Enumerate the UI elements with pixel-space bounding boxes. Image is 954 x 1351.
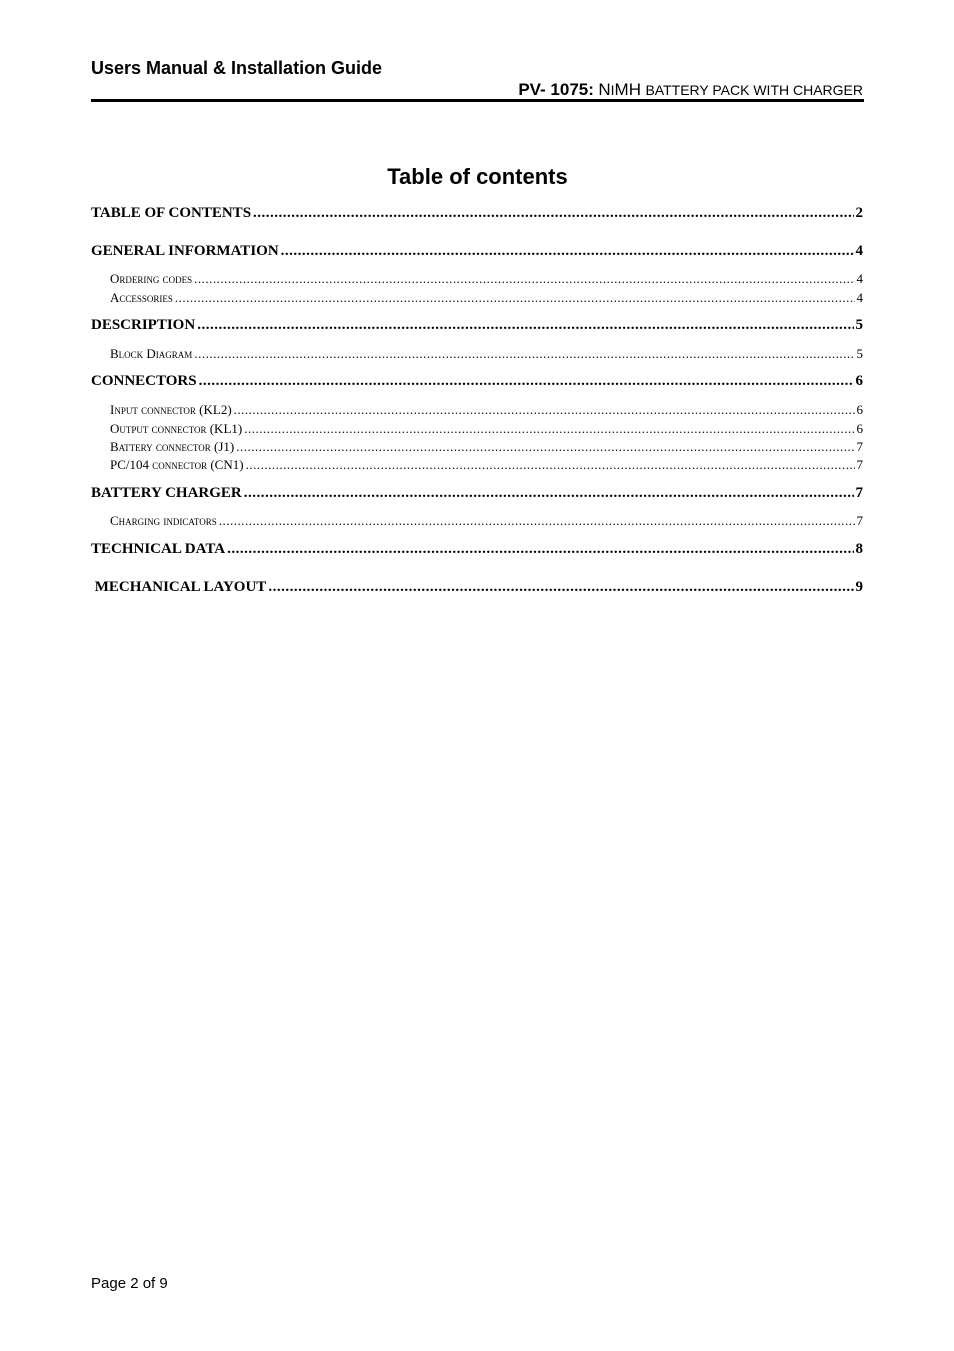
toc-leader: [175, 290, 855, 306]
toc-entry-input-connector[interactable]: [110, 402, 863, 418]
toc-entry-page: 4: [855, 243, 863, 259]
header-divider: [91, 99, 864, 102]
toc-leader: [268, 578, 853, 596]
toc-entry-general-information[interactable]: [91, 242, 863, 260]
toc-entry-accessories[interactable]: [110, 290, 863, 306]
toc-entry-description[interactable]: [91, 316, 863, 334]
header-product: [518, 80, 863, 101]
toc-entry-page: 7: [856, 457, 863, 472]
toc-title: Table of contents: [387, 164, 568, 189]
toc-leader: [244, 421, 854, 437]
header-product-mh: MH: [614, 80, 641, 99]
toc-entry-label: DESCRIPTION: [91, 317, 196, 333]
toc-leader: [194, 271, 854, 287]
toc-leader: [236, 439, 854, 455]
header-product-i: I: [610, 82, 615, 98]
toc-entry-pc104-connector[interactable]: [110, 457, 863, 473]
header-product-n: N: [598, 80, 611, 99]
footer-page-number: Page 2 of 9: [91, 1275, 168, 1292]
toc-leader: [219, 513, 855, 529]
toc-leader: [227, 540, 853, 558]
toc-entry-page: 4: [856, 271, 863, 286]
toc-entry-block-diagram[interactable]: [110, 346, 863, 362]
toc-entry-page: 7: [856, 513, 863, 528]
toc-entry-charging-indicators[interactable]: [110, 513, 863, 529]
toc-entry-label: CONNECTORS: [91, 373, 197, 389]
toc-leader: [244, 484, 854, 502]
toc-entry-mechanical-layout[interactable]: [91, 578, 863, 596]
toc-entry-connectors[interactable]: [91, 372, 863, 390]
toc-entry-label: Charging indicators: [110, 513, 217, 528]
toc-leader: [194, 346, 854, 362]
header-title: Users Manual & Installation Guide: [91, 58, 383, 78]
toc-entry-label: Battery connector (J1): [110, 439, 235, 454]
toc-entry-page: 2: [855, 205, 863, 221]
toc-entry-label: MECHANICAL LAYOUT: [91, 579, 267, 595]
toc-entry-label: TABLE OF CONTENTS: [91, 205, 252, 221]
toc-entry-label: Accessories: [110, 290, 173, 305]
header-model: PV- 1075:: [518, 80, 594, 99]
toc-leader: [246, 457, 855, 473]
toc-entry-page: 5: [855, 317, 863, 333]
toc-leader: [281, 242, 854, 260]
toc-entry-label: TECHNICAL DATA: [91, 541, 226, 557]
toc-entry-page: 5: [856, 346, 863, 361]
toc-entry-page: 8: [855, 541, 863, 557]
toc-entry-label: Input connector (KL2): [110, 402, 232, 417]
toc-leader: [234, 402, 855, 418]
toc-leader: [199, 372, 854, 390]
toc-entry-page: 6: [855, 373, 863, 389]
toc-entry-battery-connector[interactable]: [110, 439, 863, 455]
header-product-rest: BATTERY PACK WITH CHARGER: [645, 82, 863, 98]
toc-entry-label: PC/104 connector (CN1): [110, 457, 244, 472]
toc-entry-page: 6: [856, 402, 863, 417]
toc-entry-table-of-contents[interactable]: [91, 204, 863, 222]
toc-entry-page: 7: [856, 439, 863, 454]
toc-leader: [197, 316, 853, 334]
toc-entry-page: 7: [855, 485, 863, 501]
toc-entry-technical-data[interactable]: [91, 540, 863, 558]
toc-entry-label: GENERAL INFORMATION: [91, 243, 279, 259]
toc-entry-label: Ordering codes: [110, 271, 193, 286]
toc-entry-label: Output connector (KL1): [110, 421, 243, 436]
toc-entry-label: Block Diagram: [110, 346, 193, 361]
toc-entry-label: BATTERY CHARGER: [91, 485, 242, 501]
toc-entry-page: 4: [856, 290, 863, 305]
toc-leader: [253, 204, 853, 222]
toc-entry-output-connector[interactable]: [110, 421, 863, 437]
toc-entry-page: 9: [855, 579, 863, 595]
toc-entry-ordering-codes[interactable]: [110, 271, 863, 287]
toc-entry-battery-charger[interactable]: [91, 484, 863, 502]
toc-entry-page: 6: [856, 421, 863, 436]
